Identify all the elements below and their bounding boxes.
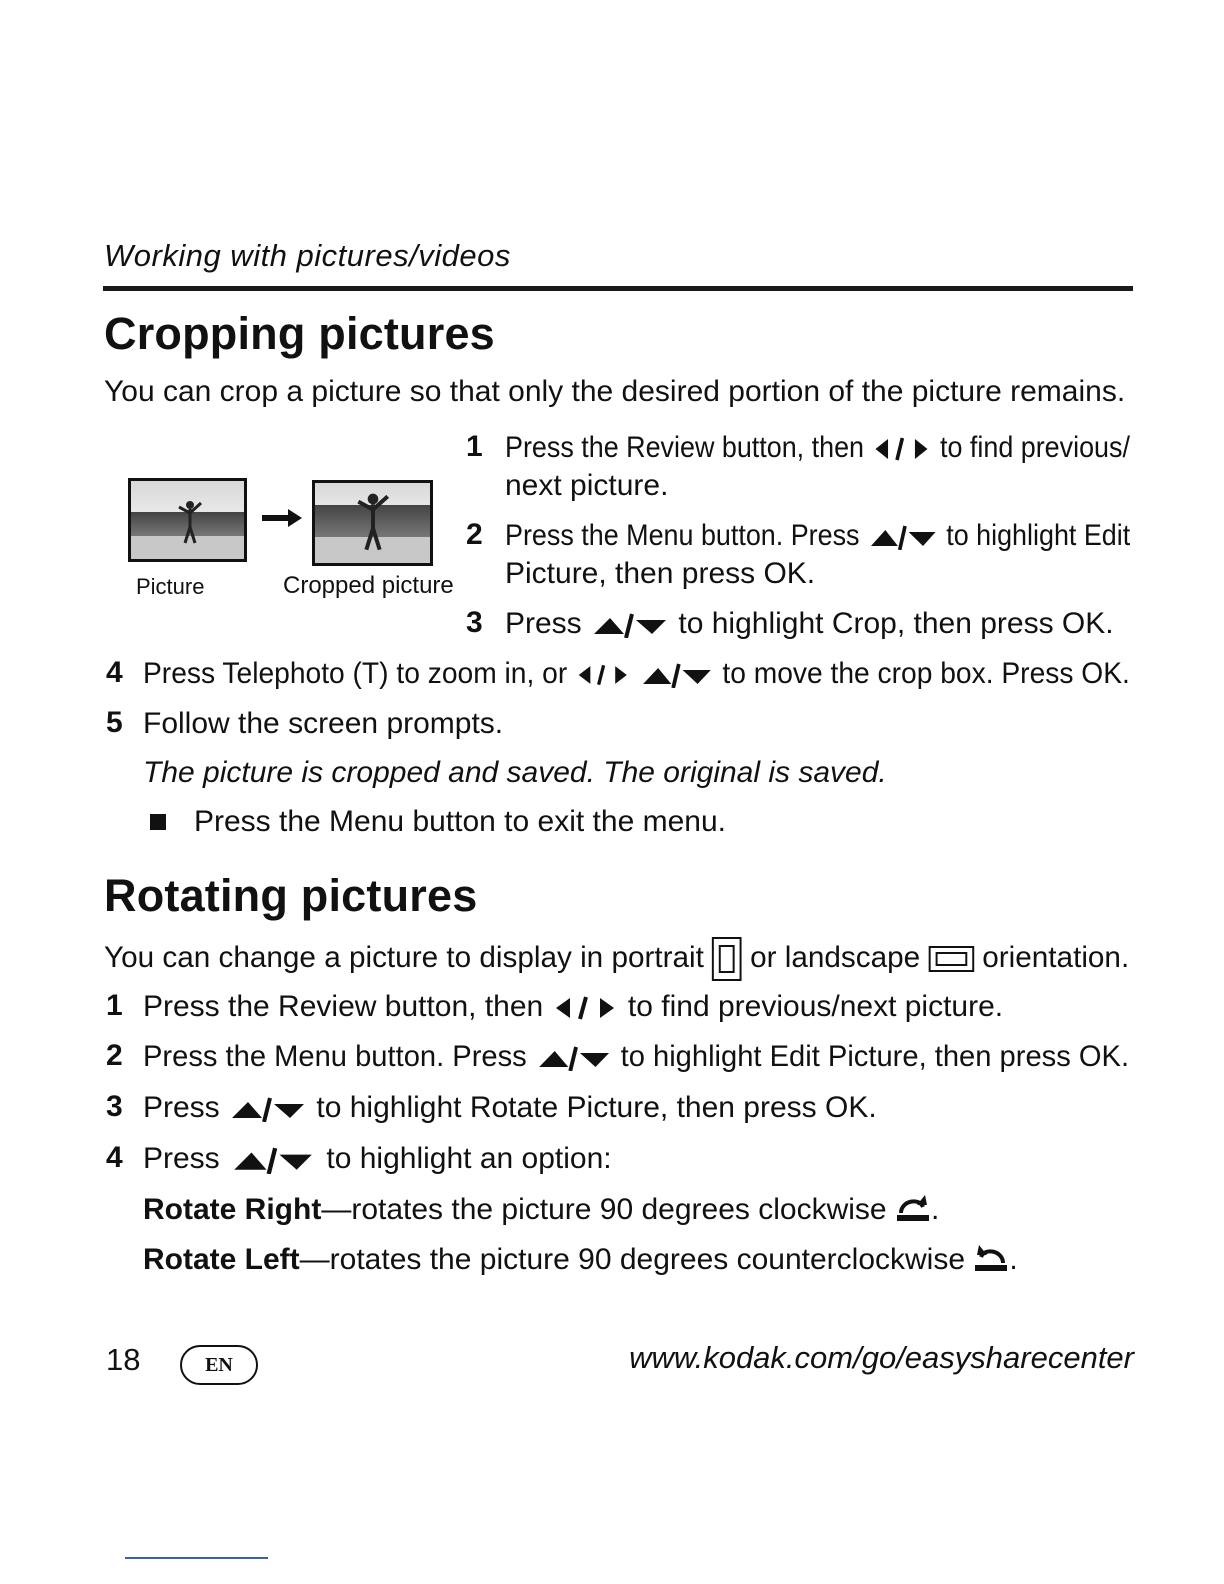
- caption-cropped-picture: Cropped picture: [283, 572, 454, 599]
- rotate-step-2-number: 2: [106, 1039, 123, 1072]
- crop-result-note: The picture is cropped and saved. The original is saved.: [143, 756, 887, 789]
- crop-step-2-number: 2: [466, 518, 483, 551]
- rotate-step-3-text: Press: [143, 1091, 220, 1124]
- rotate-right-option: [143, 1192, 939, 1228]
- crop-step-1-text: Press the Review button, then: [505, 431, 865, 464]
- original-picture-thumb: [128, 478, 247, 562]
- left-right-arrows-icon: [575, 662, 631, 688]
- rotate-step-3-number: 3: [106, 1090, 123, 1123]
- crop-step-1: [505, 430, 1130, 466]
- rotate-step-1: [143, 989, 1003, 1025]
- rotate-step-4-number: 4: [106, 1141, 123, 1174]
- crop-step-1-number: 1: [466, 430, 483, 463]
- rotate-step-1-number: 1: [106, 989, 123, 1022]
- cropped-picture-thumb: [312, 480, 433, 566]
- cropping-title: Cropping pictures: [104, 308, 495, 359]
- golfer-figure: [175, 499, 205, 547]
- section-header: Working with pictures/videos: [104, 238, 511, 273]
- landscape-orientation-icon: [928, 946, 974, 972]
- language-badge: EN: [180, 1345, 258, 1385]
- up-down-arrows-icon: [590, 612, 670, 638]
- rotate-right-desc: —rotates the picture 90 degrees clockwise: [321, 1193, 887, 1226]
- crop-step-1-line2: next picture.: [505, 469, 669, 502]
- crop-step-4-text: Press Telephoto (T) to zoom in, or: [143, 657, 568, 690]
- bullet-square-icon: [150, 814, 166, 830]
- rotate-step-1-text-end: to find previous/next picture.: [627, 990, 1004, 1023]
- rotating-intro: [104, 937, 1129, 981]
- crop-step-3-number: 3: [466, 606, 483, 639]
- rotating-intro-end: orientation.: [982, 940, 1130, 974]
- rotate-step-2-text: Press the Menu button. Press: [143, 1040, 527, 1073]
- rotate-step-3: [143, 1090, 877, 1126]
- header-rule: [103, 286, 1133, 291]
- rotating-intro-mid: or landscape: [750, 940, 921, 974]
- up-down-arrows-icon: [535, 1045, 613, 1071]
- crop-step-3-text-end: to highlight Crop, then press OK.: [678, 607, 1114, 640]
- crop-step-2-line2: Picture, then press OK.: [505, 557, 816, 590]
- rotate-left-icon: [973, 1243, 1009, 1273]
- arrow-right-icon: [262, 508, 302, 528]
- caption-picture: Picture: [136, 574, 205, 599]
- rotate-left-end: .: [1009, 1243, 1018, 1276]
- crop-step-2-text: Press the Menu button. Press: [505, 519, 860, 552]
- rotate-left-option: [143, 1242, 1018, 1278]
- crop-step-2: [505, 518, 1130, 554]
- rotate-step-2-text-end: to highlight Edit Picture, then press OK.: [620, 1040, 1130, 1073]
- rotate-step-4-text-end: to highlight an option:: [326, 1142, 612, 1175]
- rotate-left-term: Rotate Left: [143, 1243, 300, 1276]
- crop-step-3-text: Press: [505, 607, 582, 640]
- crop-step-2-text-end: to highlight Edit: [946, 519, 1131, 552]
- up-down-arrows-icon: [228, 1096, 308, 1122]
- left-right-arrows-icon: [871, 436, 932, 462]
- rotate-step-3-text-end: to highlight Rotate Picture, then press OK.: [316, 1091, 877, 1124]
- rotate-step-1-text: Press the Review button, then: [143, 990, 544, 1023]
- crop-step-3: [505, 606, 1114, 642]
- bottom-divider: [125, 1557, 268, 1559]
- crop-step-4-text-end: to move the crop box. Press OK.: [722, 657, 1130, 690]
- up-down-arrows-icon: [867, 524, 939, 550]
- footer-url-link[interactable]: www.kodak.com/go/easysharecenter: [629, 1340, 1134, 1375]
- crop-bullet-text: Press the Menu button to exit the menu.: [194, 805, 726, 838]
- cropping-intro: You can crop a picture so that only the desired portion of the picture remains.: [104, 375, 1126, 408]
- rotate-right-term: Rotate Right: [143, 1193, 322, 1226]
- up-down-arrows-icon: [639, 662, 714, 688]
- golfer-figure-cropped: [353, 487, 393, 559]
- rotating-title: Rotating pictures: [104, 870, 478, 921]
- crop-step-1-text-end: to find previous/: [939, 431, 1130, 464]
- rotate-step-2: [143, 1039, 1129, 1075]
- rotating-intro-text: You can change a picture to display in portrait: [104, 940, 704, 974]
- rotate-right-end: .: [930, 1193, 940, 1226]
- portrait-orientation-icon: [712, 937, 742, 981]
- rotate-step-4-text: Press: [143, 1142, 220, 1175]
- crop-step-5: Follow the screen prompts.: [143, 707, 504, 740]
- left-right-arrows-icon: [552, 995, 620, 1021]
- up-down-arrows-icon: [228, 1146, 318, 1174]
- crop-step-4: [143, 656, 1130, 692]
- rotate-right-icon: [895, 1193, 931, 1223]
- crop-step-4-number: 4: [106, 656, 123, 689]
- crop-step-5-number: 5: [106, 706, 123, 739]
- rotate-left-desc: —rotates the picture 90 degrees counterclockwise: [299, 1243, 966, 1276]
- page-number: 18: [106, 1342, 141, 1377]
- rotate-step-4: [143, 1141, 612, 1177]
